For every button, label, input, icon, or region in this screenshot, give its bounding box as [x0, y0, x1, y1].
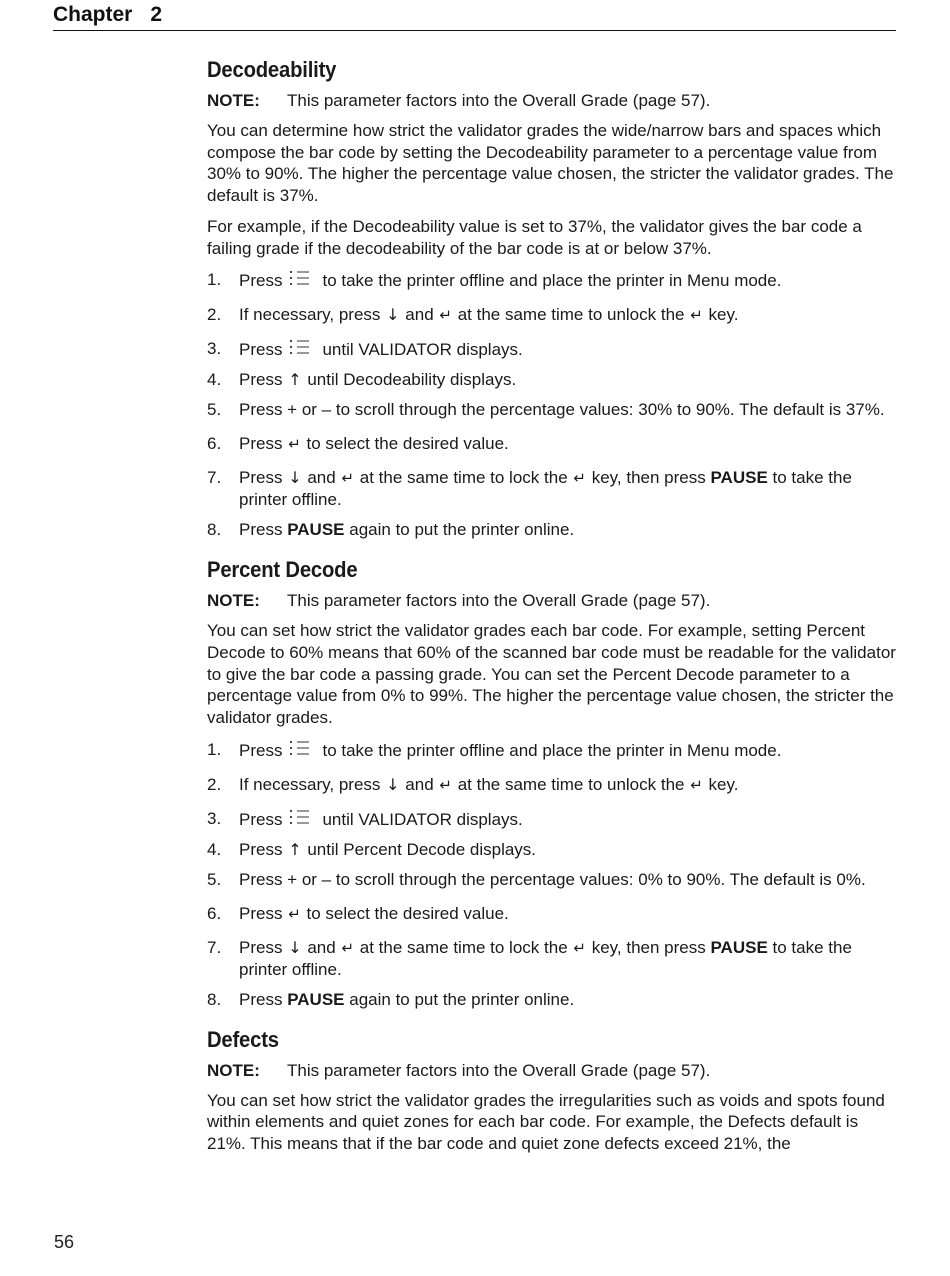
- step-text: Press: [239, 370, 283, 390]
- down-arrow-icon: ↓: [386, 774, 400, 794]
- enter-key-icon: ↵: [288, 904, 301, 923]
- step: [207, 839, 897, 861]
- step-text: to select the desired value.: [306, 903, 509, 923]
- enter-key-icon: ↵: [439, 306, 452, 325]
- note: [207, 1060, 897, 1082]
- step-number: 4.: [207, 839, 222, 859]
- step: [207, 433, 897, 455]
- note-text: This parameter factors into the Overall Grade (page 57).: [287, 1060, 711, 1080]
- step-text: to select the desired value.: [306, 434, 509, 454]
- step-text: key.: [708, 774, 739, 794]
- section-title: Decodeability: [207, 57, 337, 82]
- enter-key-icon: ↵: [573, 938, 586, 957]
- menu-key-icon: [287, 808, 317, 826]
- step: [207, 903, 897, 925]
- note-label: NOTE:: [207, 91, 260, 110]
- pause-key-label: PAUSE: [287, 520, 345, 540]
- step-text: Press: [239, 809, 283, 829]
- step: [207, 338, 897, 361]
- note: [207, 90, 897, 112]
- step-text: at the same time to lock the: [359, 468, 568, 488]
- step-text: key, then press: [591, 937, 706, 957]
- step-number: 8.: [207, 520, 222, 540]
- note-label: NOTE:: [207, 591, 260, 611]
- menu-key-icon: [287, 338, 317, 356]
- step-number: 6.: [207, 903, 222, 923]
- step-text: to take the printer offline.: [239, 468, 852, 510]
- section-defects: [207, 1025, 897, 1155]
- section-title: Percent Decode: [207, 557, 358, 583]
- step-text: Press: [239, 937, 283, 957]
- step-text: and: [307, 937, 336, 957]
- chapter-number: 2: [150, 3, 163, 26]
- enter-key-icon: ↵: [690, 775, 703, 794]
- step-text: Press: [239, 468, 283, 488]
- step-text: at the same time to lock the: [359, 937, 568, 957]
- step-text: at the same time to unlock the: [457, 774, 685, 794]
- step-text: Press: [239, 520, 283, 540]
- step: [207, 369, 897, 391]
- up-arrow-icon: ↑: [288, 370, 302, 390]
- section-percent-decode: [207, 555, 897, 1011]
- step-number: 3.: [207, 808, 222, 828]
- enter-key-icon: ↵: [288, 435, 301, 454]
- step-number: 2.: [207, 305, 222, 325]
- step-text: Press + or – to scroll through the percentage values: 30% to 90%. The default is 37%.: [239, 400, 885, 420]
- step-text: key.: [708, 305, 739, 325]
- steps-list: [207, 739, 897, 1011]
- step: [207, 774, 897, 796]
- step-text: key, then press: [591, 468, 706, 488]
- step-text: until Decodeability displays.: [307, 370, 517, 390]
- menu-key-icon: [287, 739, 317, 757]
- up-arrow-icon: ↑: [288, 839, 302, 859]
- paragraph: You can set how strict the validator grades the irregularities such as voids and spots found within elements and quiet zones for each bar code. For example, the Defects default is 21%. This means that if the bar code and quiet zone defects exceed 21%, the: [207, 1090, 885, 1154]
- step: [207, 304, 897, 326]
- step-text: Press: [239, 340, 283, 360]
- page-number: 56: [54, 1232, 75, 1252]
- step: [207, 937, 897, 981]
- step-number: 3.: [207, 339, 222, 359]
- step-text: Press + or – to scroll through the percentage values: 0% to 90%. The default is 0%.: [239, 869, 866, 889]
- step-text: If necessary, press: [239, 305, 381, 325]
- step: [207, 869, 897, 891]
- step-text: Press: [239, 989, 283, 1009]
- step-text: again to put the printer online.: [349, 989, 575, 1009]
- step-text: until VALIDATOR displays.: [322, 809, 523, 829]
- step-number: 4.: [207, 370, 222, 390]
- step: [207, 808, 897, 831]
- note-text: This parameter factors into the Overall Grade (page 57).: [287, 91, 711, 110]
- step-number: 1.: [207, 739, 222, 759]
- step-number: 6.: [207, 434, 222, 454]
- step-number: 5.: [207, 869, 222, 889]
- menu-key-icon: [287, 269, 317, 287]
- page-content: [207, 55, 897, 1169]
- step-number: 2.: [207, 774, 222, 794]
- step-text: Press: [239, 271, 283, 291]
- step-text: until Percent Decode displays.: [307, 839, 537, 859]
- step: [207, 269, 897, 292]
- step-text: Press: [239, 740, 283, 760]
- step-number: 7.: [207, 937, 222, 957]
- note-text: This parameter factors into the Overall Grade (page 57).: [287, 591, 711, 611]
- step-text: and: [405, 774, 434, 794]
- step-text: to take the printer offline and place the printer in Menu mode.: [322, 740, 782, 760]
- step-text: to take the printer offline and place the printer in Menu mode.: [322, 271, 782, 291]
- down-arrow-icon: ↓: [288, 937, 302, 957]
- enter-key-icon: ↵: [439, 775, 452, 794]
- note: [207, 590, 897, 612]
- step-text: Press: [239, 903, 283, 923]
- section-title: Defects: [207, 1026, 279, 1052]
- step: [207, 739, 897, 762]
- enter-key-icon: ↵: [690, 306, 703, 325]
- step: [207, 989, 897, 1011]
- section-decodeability: [207, 55, 897, 541]
- step-text: and: [405, 305, 434, 325]
- down-arrow-icon: ↓: [288, 468, 302, 488]
- step-text: and: [307, 468, 336, 488]
- enter-key-icon: ↵: [573, 469, 586, 488]
- step-number: 5.: [207, 400, 222, 420]
- paragraph: You can determine how strict the validator grades the wide/narrow bars and spaces which compose the bar code by setting the Decodeability parameter to a percentage value from 30% to 90%. The higher the percentage value chosen, the stricter the validator grades. The default is 37%.: [207, 121, 894, 206]
- step-text: at the same time to unlock the: [457, 305, 685, 325]
- step: [207, 519, 897, 541]
- note-label: NOTE:: [207, 1060, 260, 1080]
- enter-key-icon: ↵: [341, 938, 355, 957]
- paragraph: For example, if the Decodeability value is set to 37%, the validator gives the bar code a failing grade if the decodeability of the bar code is at or below 37%.: [207, 216, 862, 258]
- down-arrow-icon: ↓: [386, 305, 400, 325]
- step-text: If necessary, press: [239, 774, 381, 794]
- paragraph: You can set how strict the validator grades each bar code. For example, setting Percent Decode to 60% means that 60% of the scanned bar code must be readable for the validator to give the bar code a passing grade. You can set the Percent Decode parameter to a percentage value from 0% to 99%. The higher the percentage value chosen, the stricter the validator grades.: [207, 621, 896, 728]
- step-text: Press: [239, 434, 283, 454]
- step-text: again to put the printer online.: [349, 520, 575, 540]
- step-text: Press: [239, 839, 283, 859]
- steps-list: [207, 269, 897, 541]
- pause-key-label: PAUSE: [710, 468, 768, 488]
- step-number: 1.: [207, 270, 222, 290]
- step-text: to take the printer offline.: [239, 937, 852, 979]
- step-number: 8.: [207, 989, 222, 1009]
- chapter-header: [53, 2, 896, 31]
- step-text: until VALIDATOR displays.: [322, 340, 523, 360]
- chapter-label: Chapter: [53, 3, 133, 26]
- step: [207, 399, 897, 421]
- pause-key-label: PAUSE: [710, 937, 768, 957]
- enter-key-icon: ↵: [341, 469, 355, 488]
- step: [207, 467, 897, 511]
- step-number: 7.: [207, 468, 222, 488]
- pause-key-label: PAUSE: [287, 989, 345, 1009]
